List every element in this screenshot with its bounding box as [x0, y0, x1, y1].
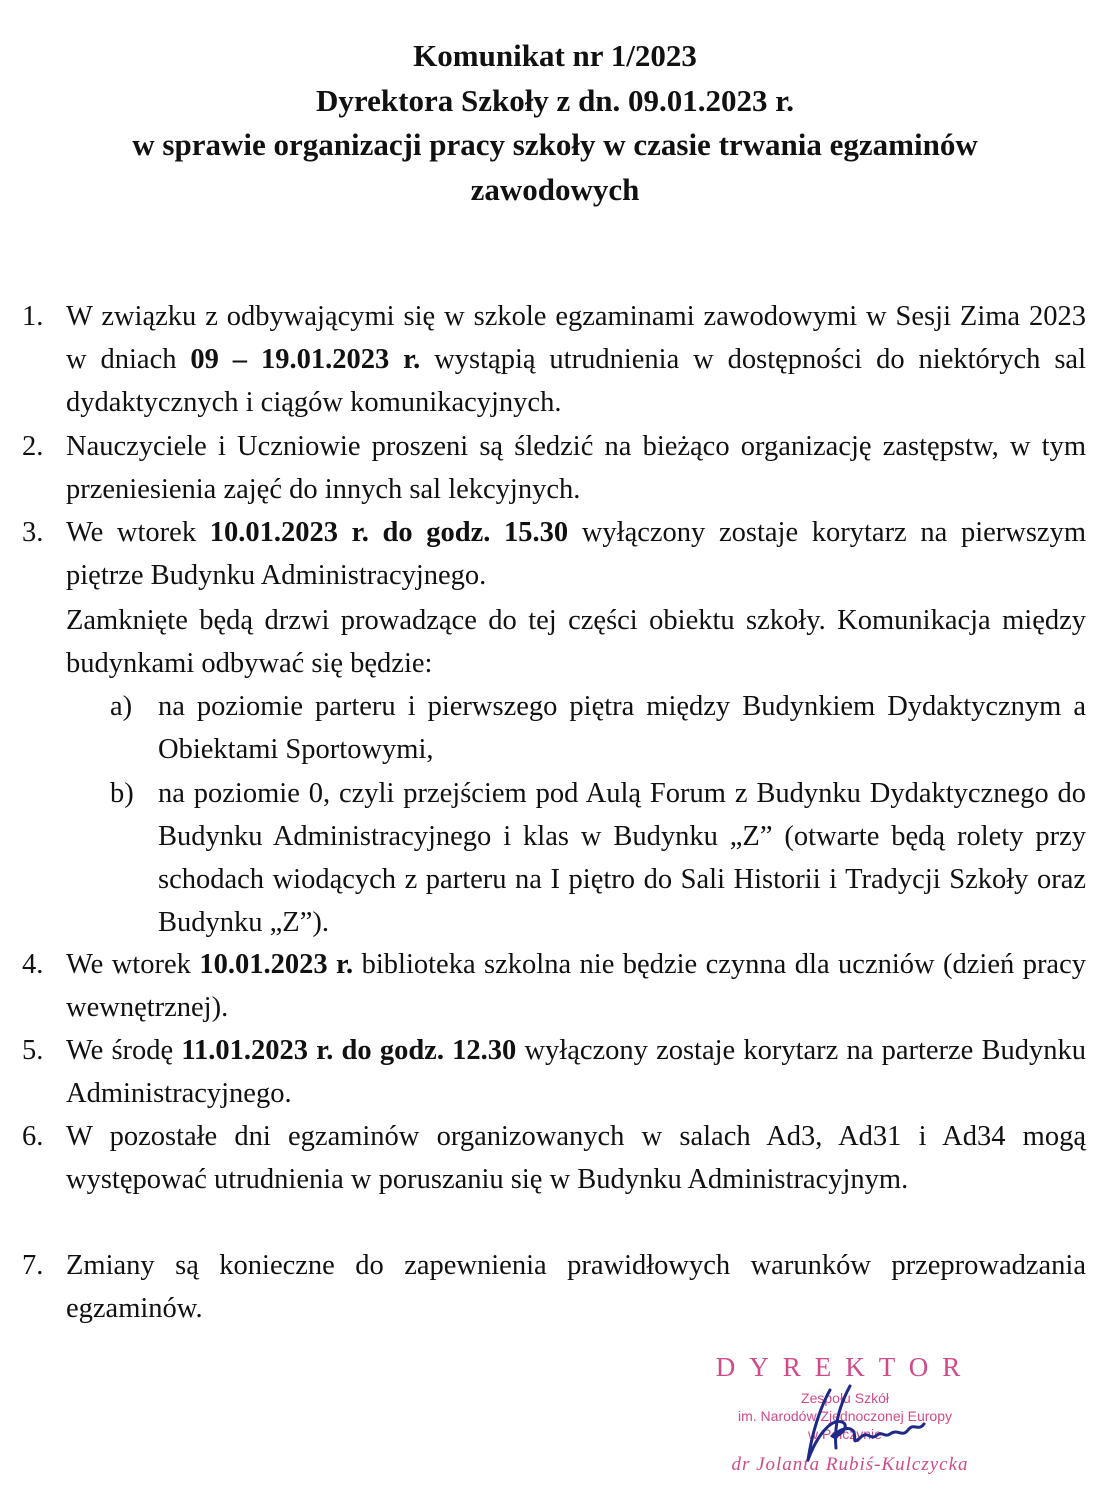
item-text — [66, 1244, 1086, 1330]
item-text-part: wyłączony zostaje korytarz na parterze Budynku Administracyjnego. — [66, 1035, 1087, 1109]
item-number: 6. — [22, 1121, 44, 1152]
header-subject-cont: zawodowych — [470, 171, 640, 207]
item-text — [66, 425, 1086, 511]
stamp-title: DYREKTOR — [715, 1352, 975, 1382]
item-number: 1. — [22, 301, 44, 332]
sub-item-label: a) — [110, 691, 133, 722]
item-number: 7. — [22, 1250, 44, 1281]
item-text-part: biblioteka szkolna nie będzie czynna dla uczniów (dzień pracy wewnętrznej). — [66, 949, 1086, 1023]
item-date-bold: 10.01.2023 r. — [199, 949, 354, 980]
sub-item-label: b) — [110, 778, 134, 809]
item-date-bold: 11.01.2023 r. do godz. 12.30 — [181, 1035, 517, 1066]
item-text — [66, 1029, 1086, 1115]
item-text-part: We środę — [66, 1035, 182, 1066]
item-number: 4. — [22, 949, 44, 980]
stamp-line: im. Narodów Zjednoczonej Europy — [738, 1408, 952, 1424]
item-text-part: W pozostałe dni egzaminów organizowanych w salach Ad3, Ad31 i Ad34 mogą występować utrudnienia w poruszaniu się w Budynku Administracyjnym. — [66, 1121, 1086, 1195]
item-text-part: Zmiany są konieczne do zapewnienia prawidłowych warunków przeprowadzania egzaminów. — [66, 1250, 1086, 1324]
item-text-part: wyłączony zostaje korytarz na pierwszym piętrze Budynku Administracyjnego. — [66, 517, 1086, 591]
item-text-part: We wtorek — [66, 949, 200, 980]
stamp-name: dr Jolanta Rubiś-Kulczycka — [731, 1454, 969, 1475]
item-text — [66, 943, 1086, 1029]
sub-item-text: na poziomie parteru i pierwszego piętra między Budynkiem Dydaktycznym a Obiektami Sportowymi, — [158, 691, 1086, 765]
item-text-part: Zamknięte będą drzwi prowadzące do tej części obiektu szkoły. Komunikacja między budynkami odbywać się będzie: — [66, 605, 1086, 679]
item-text-part: We wtorek — [66, 517, 210, 548]
sub-item-text: na poziomie 0, czyli przejściem pod Aulą Forum z Budynku Dydaktycznego do Budynku Administracyjnego i klas w Budynku „Z” (otwarte będą rolety przy schodach wiodących z parteru na I piętro do Sali Historii i Tradycji Szkoły oraz Budynku „Z”). — [158, 778, 1086, 938]
item-text — [66, 295, 1086, 424]
item-text-paragraph — [66, 599, 1086, 685]
item-text — [66, 511, 1086, 597]
item-date-bold: 09 – 19.01.2023 r. — [190, 344, 421, 375]
item-number: 5. — [22, 1035, 44, 1066]
document-header — [30, 34, 1080, 212]
item-text-part: W związku z odbywającymi się w szkole egzaminami zawodowymi w Sesji Zima 2023 w dniach — [66, 301, 1086, 375]
header-subject: w sprawie organizacji pracy szkoły w czasie trwania egzaminów — [132, 127, 978, 162]
item-date-bold: 10.01.2023 r. do godz. 15.30 — [209, 517, 569, 548]
item-text — [66, 1115, 1086, 1201]
item-text-part: wystąpią utrudnienia w dostępności do niektórych sal dydaktycznych i ciągów komunikacyjnych. — [66, 344, 1086, 418]
stamp-line: w Połczynie — [808, 1426, 882, 1442]
item-text-part: Nauczyciele i Uczniowie proszeni są śledzić na bieżąco organizację zastępstw, w tym przeniesienia zajęć do innych sal lekcyjnych. — [66, 431, 1086, 505]
stamp-line: Zespołu Szkół — [801, 1390, 889, 1406]
item-number: 3. — [22, 517, 44, 548]
header-title: Komunikat nr 1/2023 — [413, 38, 697, 73]
header-issuer-date: Dyrektora Szkoły z dn. 09.01.2023 r. — [316, 82, 794, 118]
item-number: 2. — [22, 431, 44, 462]
signature-icon — [790, 1378, 960, 1468]
